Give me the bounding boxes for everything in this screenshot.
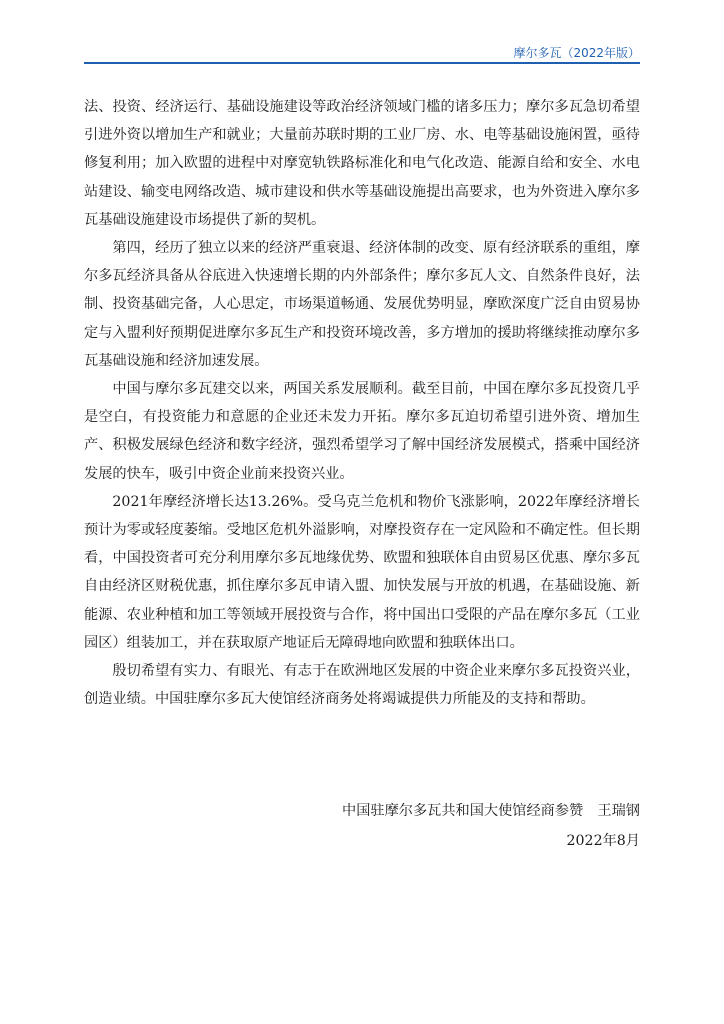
header-divider xyxy=(84,62,640,64)
paragraph-invitation: 殷切希望有实力、有眼光、有志于在欧洲地区发展的中资企业来摩尔多瓦投资兴业，创造业绩。中国驻摩尔多瓦大使馆经济商务处将竭诚提供力所能及的支持和帮助。 xyxy=(84,663,640,708)
signature-author: 中国驻摩尔多瓦共和国大使馆经商参赞 王瑞钢 xyxy=(342,803,640,819)
signature-date: 2022年8月 xyxy=(566,833,640,849)
header-title: 摩尔多瓦（2022年版） xyxy=(513,46,640,60)
signature-block xyxy=(342,796,640,856)
paragraph-fourth-point: 第四，经历了独立以来的经济严重衰退、经济体制的改变、原有经济联系的重组，摩尔多瓦经济具备从谷底进入快速增长期的内外部条件；摩尔多瓦人文、自然条件良好，法制、投资基础完备，人心思定，市场渠道畅通、发展优势明显，摩欧深度广泛自由贸易协定与入盟利好预期促进摩尔多瓦生产和投资环境改善，多方增加的援助将继续推动摩尔多瓦基础设施和经济加速发展。 xyxy=(84,240,640,369)
paragraph-continued: 法、投资、经济运行、基础设施建设等政治经济领域门槛的诸多压力；摩尔多瓦急切希望引进外资以增加生产和就业；大量前苏联时期的工业厂房、水、电等基础设施闲置，亟待修复利用；加入欧盟的进程中对摩宽轨铁路标准化和电气化改造、能源自给和安全、水电站建设、输变电网络改造、城市建设和供水等基础设施提出高要求，也为外资进入摩尔多瓦基础设施建设市场提供了新的契机。 xyxy=(84,99,640,228)
page-header xyxy=(84,40,640,62)
paragraph-economic-outlook: 2021年摩经济增长达13.26%。受乌克兰危机和物价飞涨影响，2022年摩经济增长预计为零或轻度萎缩。受地区危机外溢影响，对摩投资存在一定风险和不确定性。但长期看，中国投资者可充分利用摩尔多瓦地缘优势、欧盟和独联体自由贸易区优惠、摩尔多瓦自由经济区财税优惠，抓住摩尔多瓦申请入盟、加快发展与开放的机遇，在基础设施、新能源、农业种植和加工等领域开展投资与合作，将中国出口受限的产品在摩尔多瓦（工业园区）组装加工，并在获取原产地证后无障碍地向欧盟和独联体出口。 xyxy=(84,493,640,651)
paragraph-bilateral-relations: 中国与摩尔多瓦建交以来，两国关系发展顺利。截至目前，中国在摩尔多瓦投资几乎是空白，有投资能力和意愿的企业还未发力开拓。摩尔多瓦迫切希望引进外资、增加生产、积极发展绿色经济和数字经济，强烈希望学习了解中国经济发展模式，搭乘中国经济发展的快车，吸引中资企业前来投资兴业。 xyxy=(84,381,640,482)
document-body xyxy=(84,93,640,713)
